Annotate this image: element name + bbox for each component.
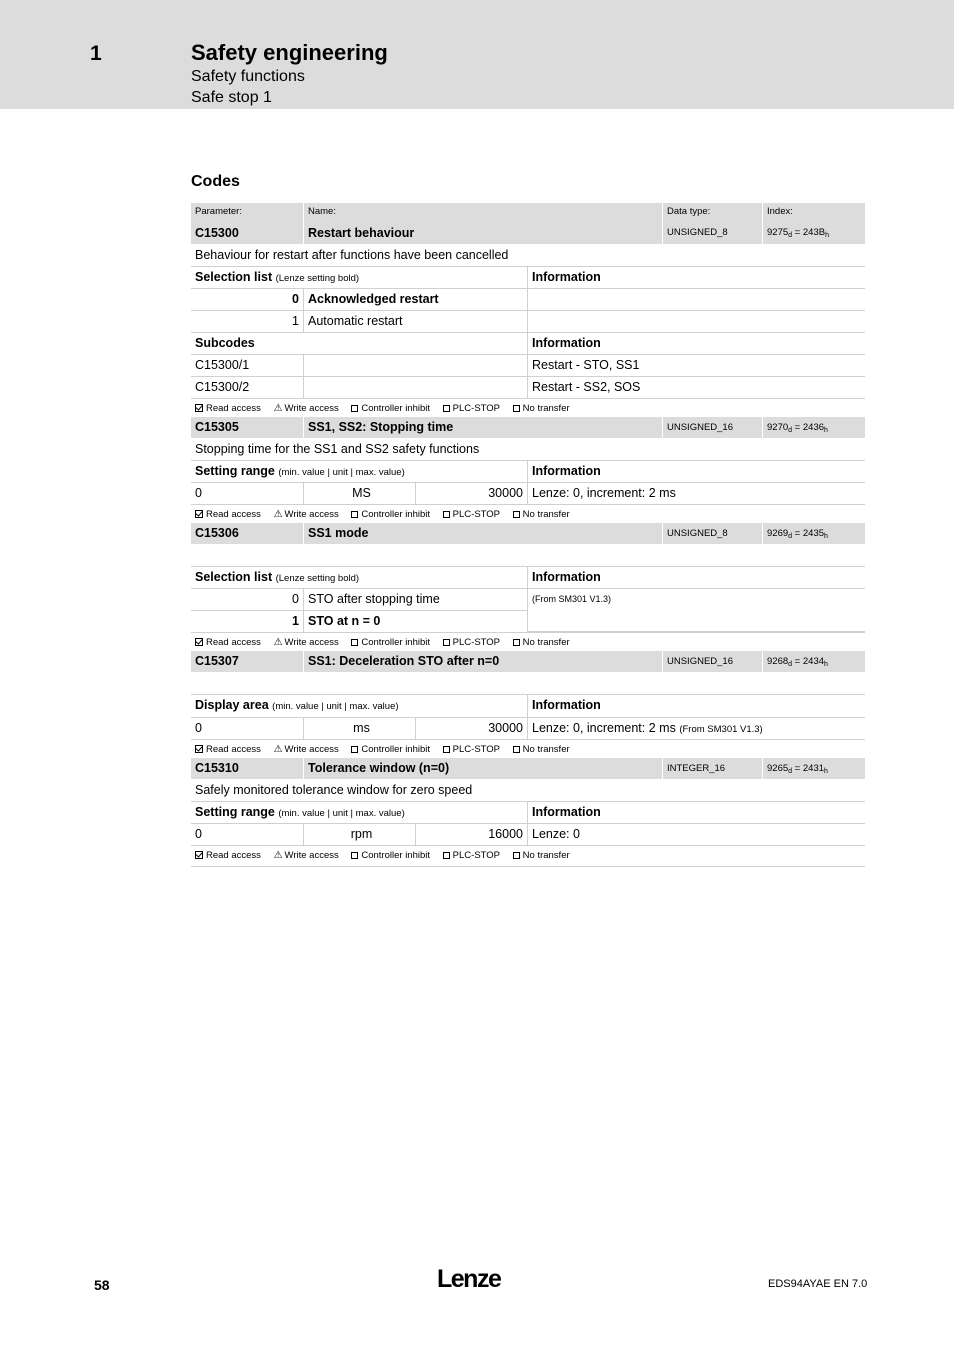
subcode-row: C15300/1 Restart - STO, SS1 xyxy=(191,355,865,377)
warning-icon: ⚠ xyxy=(273,403,283,414)
code-id: C15300 xyxy=(195,226,239,240)
checkbox-icon xyxy=(351,511,358,518)
checkbox-icon xyxy=(513,511,520,518)
lenze-logo: Lenze xyxy=(437,1265,501,1293)
checkbox-checked-icon xyxy=(195,510,203,518)
index-value: $9275_d = 243B_h$ xyxy=(767,227,829,239)
code-name: Restart behaviour xyxy=(308,226,415,240)
selection-option: 0 STO after stopping time xyxy=(191,589,865,611)
subtitle-safety-functions: Safety functions xyxy=(191,68,305,85)
selection-option: 0 Acknowledged restart xyxy=(191,289,865,311)
access-row: Read access ⚠ Write access Controller inhibit PLC-STOP No transfer xyxy=(191,399,865,420)
code-header-row: C15310 Tolerance window (n=0) INTEGER_16 $9265_d = 2431_h$ xyxy=(191,758,865,780)
checkbox-icon xyxy=(443,639,450,646)
chapter-title: Safety engineering xyxy=(191,40,388,65)
range-row: 0 MS 30000 Lenze: 0, increment: 2 ms xyxy=(191,483,865,505)
code-header-row: C15307 SS1: Deceleration STO after n=0 UNSIGNED_16 $9268_d = 2434_h$ xyxy=(191,651,865,673)
checkbox-icon xyxy=(513,852,520,859)
checkbox-checked-icon xyxy=(195,638,203,646)
warning-icon: ⚠ xyxy=(273,509,283,520)
warning-icon: ⚠ xyxy=(273,744,283,755)
checkbox-icon xyxy=(443,511,450,518)
code-header-row: Parameter: C15300 Name: Restart behaviour Data type: UNSIGNED_8 Index: $9275_d = 243B_h$ xyxy=(191,203,865,245)
checkbox-checked-icon xyxy=(195,851,203,859)
access-row: Read access ⚠ Write access Controller inhibit PLC-STOP No transfer xyxy=(191,740,865,761)
checkbox-icon xyxy=(513,746,520,753)
checkbox-icon xyxy=(443,746,450,753)
code-header-row: C15306 SS1 mode UNSIGNED_8 $9269_d = 2435_h$ xyxy=(191,523,865,545)
access-row: Read access ⚠ Write access Controller inhibit PLC-STOP No transfer xyxy=(191,633,865,654)
warning-icon: ⚠ xyxy=(273,637,283,648)
page-number: 58 xyxy=(94,1277,110,1293)
checkbox-icon xyxy=(351,405,358,412)
range-row: 0 rpm 16000 Lenze: 0 xyxy=(191,824,865,846)
access-row: Read access ⚠ Write access Controller inhibit PLC-STOP No transfer xyxy=(191,846,865,867)
page-header xyxy=(0,0,954,109)
warning-icon: ⚠ xyxy=(273,850,283,861)
chapter-number: 1 xyxy=(90,42,102,65)
access-row: Read access ⚠ Write access Controller inhibit PLC-STOP No transfer xyxy=(191,505,865,526)
selection-option: 1 STO at n = 0 xyxy=(191,611,865,633)
selection-option: 1 Automatic restart xyxy=(191,311,865,333)
checkbox-icon xyxy=(351,852,358,859)
document-id: EDS94AYAE EN 7.0 xyxy=(768,1278,868,1290)
checkbox-checked-icon xyxy=(195,745,203,753)
checkbox-checked-icon xyxy=(195,404,203,412)
subcode-row: C15300/2 Restart - SS2, SOS xyxy=(191,377,865,399)
checkbox-icon xyxy=(513,405,520,412)
codes-heading: Codes xyxy=(191,173,240,190)
checkbox-icon xyxy=(351,639,358,646)
code-description: Behaviour for restart after functions have been cancelled xyxy=(195,248,509,262)
checkbox-icon xyxy=(443,852,450,859)
range-row: 0 ms 30000 Lenze: 0, increment: 2 ms (From SM301 V1.3) xyxy=(191,718,865,740)
checkbox-icon xyxy=(443,405,450,412)
subtitle-safe-stop-1: Safe stop 1 xyxy=(191,89,272,106)
checkbox-icon xyxy=(351,746,358,753)
checkbox-icon xyxy=(513,639,520,646)
data-type: UNSIGNED_8 xyxy=(667,227,728,238)
code-header-row: C15305 SS1, SS2: Stopping time UNSIGNED_16 $9270_d = 2436_h$ xyxy=(191,417,865,439)
